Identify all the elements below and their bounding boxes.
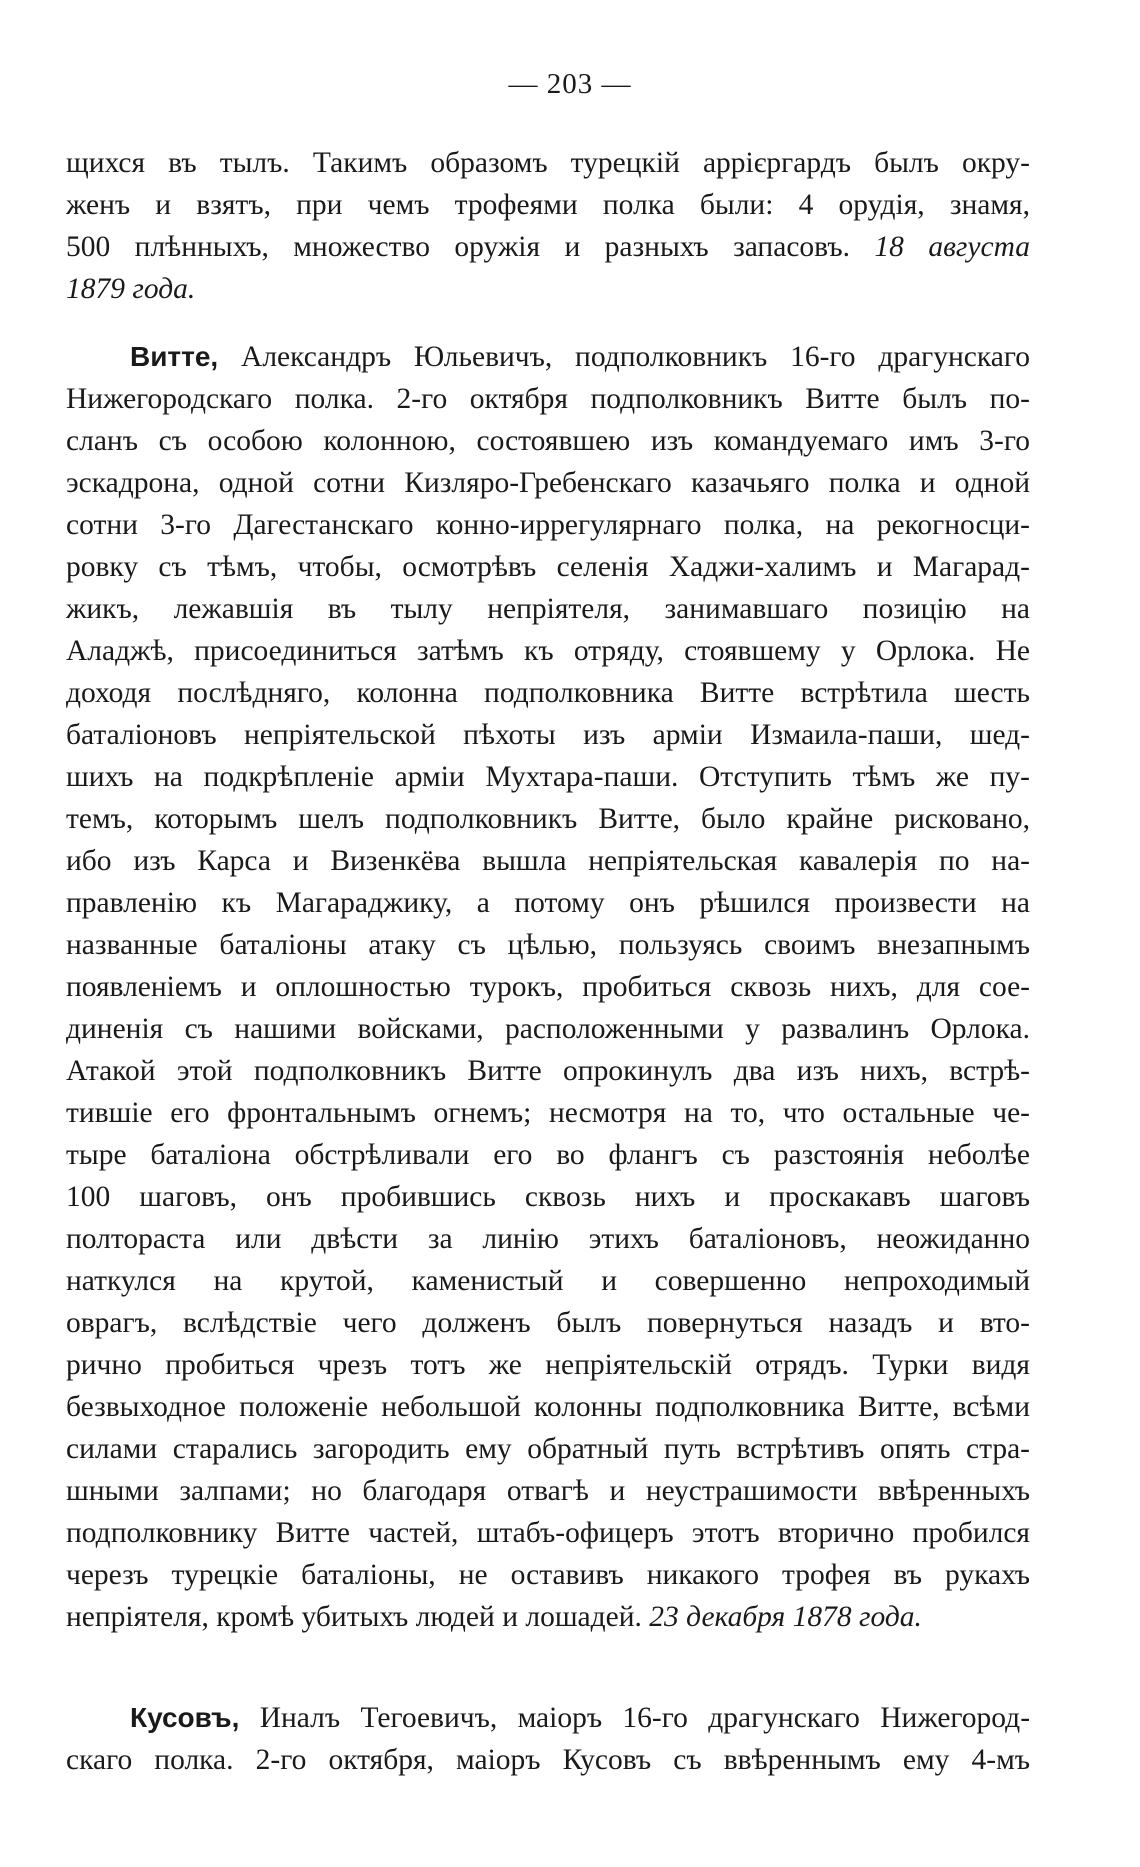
text-line: эскадрона, одной сотни Кизляро-Гребенскаго казачьяго полка и одной [66, 467, 1030, 499]
text-line: сланъ съ особою колонною, состоявшею изъ командуемаго имъ 3-го [66, 425, 1030, 457]
text-line: подполковнику Витте частей, штабъ-офицеръ этотъ вторично пробился [66, 1517, 1030, 1549]
paragraph-vitte [66, 336, 1030, 1638]
text-line: названные баталіоны атаку съ цѣлью, пользуясь своимъ внезапнымъ [66, 929, 1030, 961]
text-segment: непріятеля, кромѣ убитыхъ людей и лошадей. [66, 1601, 642, 1633]
award-date: 23 декабря 1878 года. [649, 1601, 922, 1633]
text-line-with-name [66, 1697, 1030, 1739]
text-line-with-date [66, 1596, 1030, 1638]
text-line: жикъ, лежавшія въ тылу непріятеля, занимавшаго позицію на [66, 593, 1030, 625]
text-segment: Иналъ Тегоевичъ, маіоръ 16-го драгунскаго Нижегород- [259, 1702, 1030, 1734]
text-line: наткулся на крутой, каменистый и совершенно непроходимый [66, 1265, 1030, 1297]
text-line: черезъ турецкіе баталіоны, не оставивъ никакого трофея въ рукахъ [66, 1559, 1030, 1591]
text-line: силами старались загородить ему обратный путь встрѣтивъ опять стра- [66, 1433, 1030, 1465]
text-line: Нижегородскаго полка. 2-го октября подполковникъ Витте былъ по- [66, 383, 1030, 415]
text-line: Аладжѣ, присоединиться затѣмъ къ отряду, стоявшему у Орлока. Не [66, 635, 1030, 667]
paragraph-continuation [66, 142, 1030, 310]
text-segment: 500 плѣнныхъ, множество оружія и разныхъ запасовъ. [66, 231, 850, 263]
text-line: полтораста или двѣсти за линію этихъ баталіоновъ, неожиданно [66, 1223, 1030, 1255]
text-line: диненія съ нашими войсками, расположенными у развалинъ Орлока. [66, 1013, 1030, 1045]
text-line: тыре баталіона обстрѣливали его во флангъ съ разстоянія неболѣе [66, 1139, 1030, 1171]
text-line: шными залпами; но благодаря отвагѣ и неустрашимости ввѣренныхъ [66, 1475, 1030, 1507]
text-line [66, 268, 1030, 310]
text-line-with-date [66, 226, 1030, 268]
text-line: появленіемъ и оплошностью турокъ, пробиться сквозь нихъ, для сое- [66, 971, 1030, 1003]
text-line: правленію къ Магараджику, а потому онъ рѣшился произвести на [66, 887, 1030, 919]
award-date: 1879 года. [66, 273, 196, 305]
text-line: женъ и взятъ, при чемъ трофеями полка были: 4 орудія, знамя, [66, 189, 1030, 221]
text-line: оврагъ, вслѣдствіе чего долженъ былъ повернуться назадъ и вто- [66, 1307, 1030, 1339]
text-line: доходя послѣдняго, колонна подполковника Витте встрѣтила шесть [66, 677, 1030, 709]
person-name: Витте, [130, 341, 219, 372]
text-line-with-name [66, 336, 1030, 378]
text-segment: Александръ Юльевичъ, подполковникъ 16-го драгунскаго [241, 341, 1030, 373]
text-line: рично пробиться чрезъ тотъ же непріятельскій отрядъ. Турки видя [66, 1349, 1030, 1381]
award-date: 18 августа [874, 231, 1030, 263]
text-line: ибо изъ Карса и Визенкёва вышла непріятельская кавалерія по на- [66, 845, 1030, 877]
text-line: сотни 3-го Дагестанскаго конно-иррегулярнаго полка, на рекогносци- [66, 509, 1030, 541]
page-number: — 203 — [508, 68, 632, 100]
text-line: скаго полка. 2-го октября, маіоръ Кусовъ съ ввѣреннымъ ему 4-мъ [66, 1744, 1030, 1776]
text-line: темъ, которымъ шелъ подполковникъ Витте, было крайне рисковано, [66, 803, 1030, 835]
text-line: шихъ на подкрѣпленіе арміи Мухтара-паши. Отступить тѣмъ же пу- [66, 761, 1030, 793]
text-line: щихся въ тылъ. Такимъ образомъ турецкій аррієргардъ былъ окру- [66, 147, 1030, 179]
text-line: тившіе его фронтальнымъ огнемъ; несмотря на то, что остальные че- [66, 1097, 1030, 1129]
text-line: безвыходное положеніе небольшой колонны подполковника Витте, всѣми [66, 1391, 1030, 1423]
text-line: баталіоновъ непріятельской пѣхоты изъ арміи Измаила-паши, шед- [66, 719, 1030, 751]
text-line: ровку съ тѣмъ, чтобы, осмотрѣвъ селенія Хаджи-халимъ и Магарад- [66, 551, 1030, 583]
paragraph-kusov [66, 1697, 1030, 1781]
text-line: 100 шаговъ, онъ пробившись сквозь нихъ и проскакавъ шаговъ [66, 1181, 1030, 1213]
text-line: Атакой этой подполковникъ Витте опрокинулъ два изъ нихъ, встрѣ- [66, 1055, 1030, 1087]
person-name: Кусовъ, [130, 1702, 240, 1733]
